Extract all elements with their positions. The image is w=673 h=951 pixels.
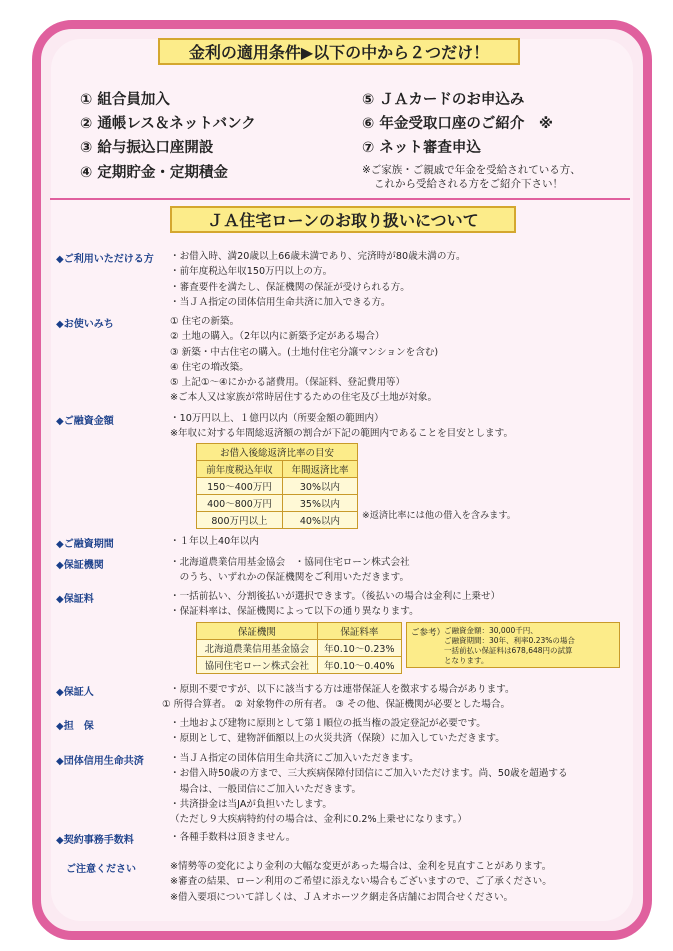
- ratio-table-title: お借入後総返済比率の目安: [197, 444, 358, 461]
- fee-reference-line: ご融資金額：30,000千円、: [444, 626, 538, 635]
- condition-item: ⑤ ＪＡカードのお申込み: [362, 92, 525, 108]
- collateral-line: ・土地および建物に原則として第１順位の抵当権の設定登記が必要です。: [170, 718, 486, 729]
- ratio-table-note: ※返済比率には他の借入を含みます。: [362, 510, 516, 521]
- fee-org-cell: 協同住宅ローン株式会社: [197, 657, 318, 674]
- table-row: [197, 640, 402, 657]
- table-row: [197, 495, 358, 512]
- condition-item: ① 組合員加入: [80, 92, 170, 108]
- guarantor-text: [170, 682, 515, 697]
- ratio-table-title-row: [197, 444, 358, 461]
- fee-label: ◆保証料: [56, 594, 94, 605]
- ratio-table-header-row: [197, 461, 358, 478]
- collateral-label: ◆担 保: [56, 721, 94, 732]
- fee-rate-cell: 年0.10～0.40%: [317, 657, 401, 674]
- caution-label: ご注意ください: [66, 864, 136, 875]
- ratio-table-header: 前年度税込年収: [197, 461, 283, 478]
- guarantor-org-label: ◆保証機関: [56, 560, 104, 571]
- ratio-table: [196, 443, 358, 529]
- ratio-income-cell: 800万円以上: [197, 512, 283, 529]
- insurance-line: ・お借入時50歳の方まで、三大疾病保障付団信にご加入いただけます。尚、50歳を超過する: [170, 768, 568, 780]
- guarantor-org-line: のうち、いずれかの保証機関をご利用いただきます。: [170, 572, 410, 584]
- conditions-note-line: ※ご家族・ご親戚で年金を受給されている方、: [362, 164, 581, 176]
- uses-label: ◆お使いみち: [56, 319, 114, 330]
- eligibility-text: [170, 249, 466, 310]
- uses-line: ④ 住宅の増改築。: [170, 361, 249, 373]
- eligibility-line: ・審査要件を満たし、保証機関の保証が受けられる方。: [170, 281, 410, 293]
- loan-banner: ＪＡ住宅ローンのお取り扱いについて: [170, 206, 516, 233]
- insurance-line: 場合は、一般団信にご加入いただきます。: [170, 783, 362, 795]
- collateral-text: [170, 716, 505, 747]
- section-divider: [50, 198, 630, 200]
- table-row: [197, 512, 358, 529]
- period-label: ◆ご融資期間: [56, 539, 114, 550]
- uses-line: ③ 新築・中古住宅の購入。(土地付住宅分譲マンションを含む): [170, 346, 439, 358]
- condition-item: ② 通帳レス＆ネットバンク: [80, 116, 256, 132]
- fee-org-cell: 北海道農業信用基金協会: [197, 640, 318, 657]
- condition-item: ④ 定期貯金・定期積金: [80, 165, 228, 181]
- guarantor-label: ◆保証人: [56, 687, 94, 698]
- fee-table-header: 保証機関: [197, 623, 318, 640]
- caution-line: ※審査の結果、ローン利用のご希望に添えない場合もございますので、ご了承ください。: [170, 876, 552, 888]
- amount-label: ◆ご融資金額: [56, 416, 114, 427]
- fee-line: ・一括前払い、分割後払いが選択できます。（後払いの場合は金利に上乗せ）: [170, 591, 501, 602]
- fee-reference-box: [406, 622, 620, 668]
- guarantor-text: [162, 697, 510, 712]
- fee-table-header: 保証料率: [317, 623, 401, 640]
- uses-line: ⑤ 上記①～④にかかる諸費用。（保証料、登記費用等）: [170, 377, 406, 389]
- insurance-line: ・当ＪＡ指定の団体信用生命共済にご加入いただきます。: [170, 753, 419, 764]
- condition-item: ⑦ ネット審査申込: [362, 140, 481, 156]
- insurance-line: ・共済掛金は当JAが負担いたします。: [170, 798, 332, 810]
- table-row: [197, 657, 402, 674]
- amount-line: ※年収に対する年間総返済額の割合が下記の範囲内であることを目安とします。: [170, 428, 514, 440]
- uses-text: [170, 314, 438, 406]
- guarantor-org-text: [170, 555, 410, 586]
- condition-item: ③ 給与振込口座開設: [80, 140, 214, 156]
- table-row: [197, 478, 358, 495]
- fee-reference-line: ご融資期間：30年、利率0.23%の場合: [444, 636, 575, 645]
- fee-table: [196, 622, 402, 674]
- ratio-income-cell: 400～800万円: [197, 495, 283, 512]
- fee-reference-line: 一括前払い保証料は678,648円の試算: [444, 646, 573, 655]
- eligibility-line: ・当ＪＡ指定の団体信用生命共済に加入できる方。: [170, 296, 391, 308]
- caution-text: [170, 859, 552, 905]
- ratio-value-cell: 30%以内: [282, 478, 357, 495]
- fee-rate-cell: 年0.10～0.23%: [317, 640, 401, 657]
- period-text: ・１年以上40年以内: [170, 536, 259, 547]
- eligibility-line: ・お借入時、満20歳以上66歳未満であり、完済時が80歳未満の方。: [170, 251, 466, 262]
- guarantor-org-line: ・北海道農業信用基金協会 ・協同住宅ローン株式会社: [170, 557, 410, 568]
- uses-line: ② 土地の購入。（2年以内に新築予定がある場合）: [170, 331, 385, 343]
- fee-text: [170, 589, 500, 620]
- uses-line: ※ご本人又は家族が常時居住するための住宅及び土地が対象。: [170, 392, 438, 404]
- guarantor-line: ① 所得合算者。 ② 対象物件の所有者。 ③ その他、保証機関が必要とした場合。: [162, 699, 511, 710]
- amount-line: ・10万円以上、１億円以内（所要金額の範囲内）: [170, 413, 384, 424]
- collateral-line: ・原則として、建物評価額以上の火災共済（保険）に加入していただきます。: [170, 733, 505, 745]
- conditions-note: [362, 163, 581, 191]
- insurance-line: （ただし９大疾病特約付の場合は、金利に0.2%上乗せになります。）: [170, 814, 468, 826]
- insurance-text: [170, 751, 568, 827]
- amount-text: [170, 411, 513, 442]
- contract-fee-text: ・各種手数料は頂きません。: [170, 832, 296, 843]
- contract-fee-label: ◆契約事務手数料: [56, 835, 134, 846]
- ratio-income-cell: 150～400万円: [197, 478, 283, 495]
- guarantor-line: ・原則不要ですが、以下に該当する方は連帯保証人を徴求する場合があります。: [170, 684, 515, 695]
- fee-line: ・保証料率は、保証機関によって以下の通り異なります。: [170, 606, 419, 618]
- conditions-note-line: これから受給される方をご紹介下さい！: [374, 178, 563, 190]
- fee-reference-title: ご参考）: [411, 628, 446, 638]
- ratio-table-header: 年間返済比率: [282, 461, 357, 478]
- caution-line: ※借入要項について詳しくは、ＪＡオホーツク網走各店舗にお問合せください。: [170, 891, 514, 903]
- conditions-banner: 金利の適用条件▶以下の中から２つだけ！: [158, 38, 520, 65]
- fee-table-header-row: [197, 623, 402, 640]
- eligibility-label: ◆ご利用いただける方: [56, 254, 154, 265]
- condition-item: ⑥ 年金受取口座のご紹介 ※: [362, 116, 553, 132]
- eligibility-line: ・前年度税込年収150万円以上の方。: [170, 266, 333, 278]
- insurance-label: ◆団体信用生命共済: [56, 756, 144, 767]
- ratio-value-cell: 40%以内: [282, 512, 357, 529]
- ratio-value-cell: 35%以内: [282, 495, 357, 512]
- caution-line: ※情勢等の変化により金利の大幅な変更があった場合は、金利を見直すことがあります。: [170, 861, 552, 872]
- uses-line: ① 住宅の新築。: [170, 316, 240, 327]
- fee-reference-line: となります。: [444, 656, 489, 665]
